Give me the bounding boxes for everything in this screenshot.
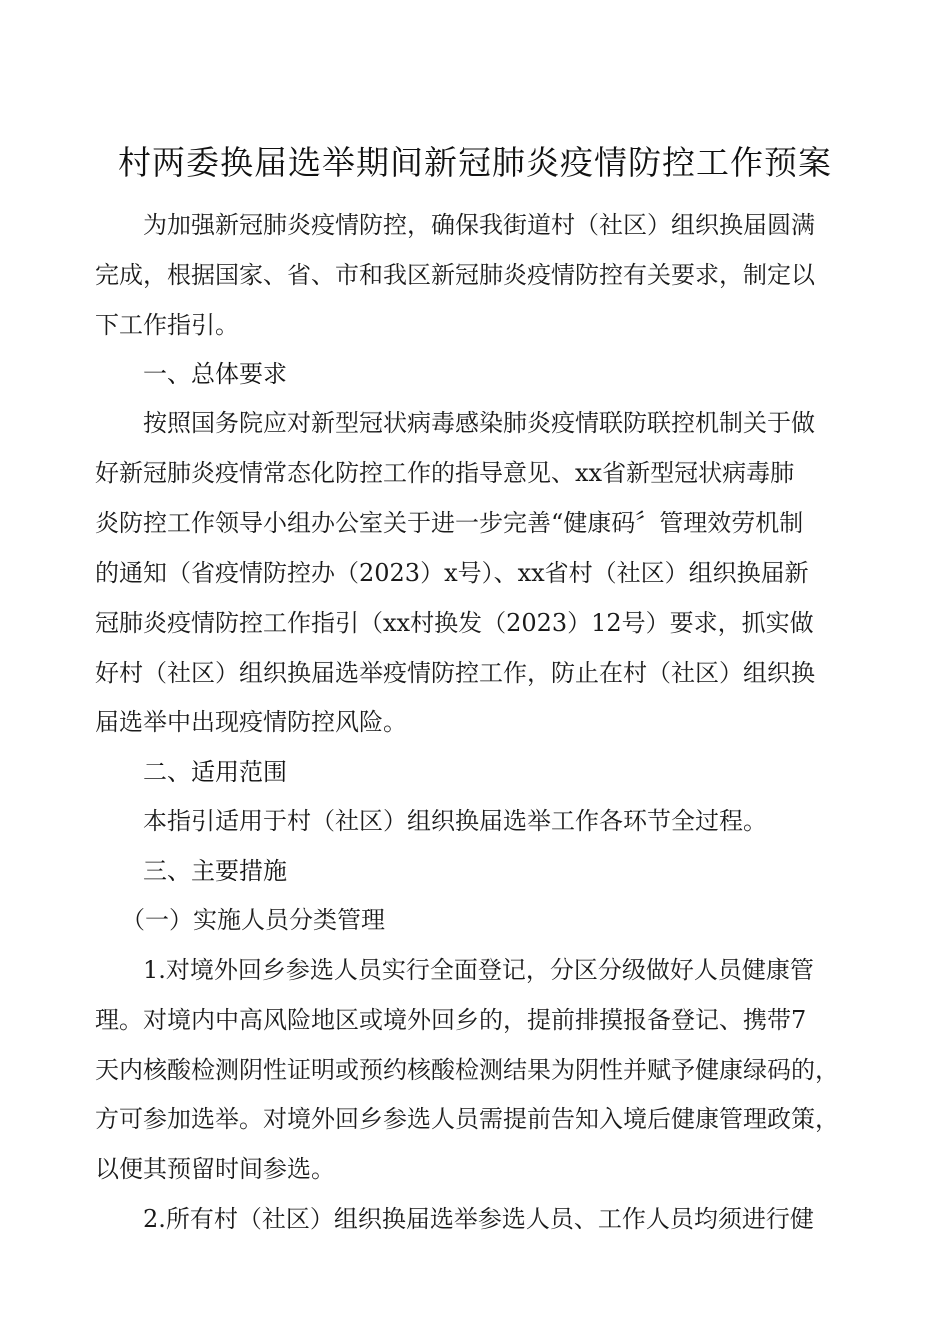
intro-line-1: 为加强新冠肺炎疫情防控，确保我街道村（社区）组织换届圆满 <box>143 211 815 239</box>
item-1-line-3: 天内核酸检测阴性证明或预约核酸检测结果为阴性并赋予健康绿码的， <box>95 1056 839 1084</box>
item-1-line-1: 1.对境外回乡参选人员实行全面登记，分区分级做好人员健康管 <box>143 956 814 984</box>
item-1-line-4: 方可参加选举。对境外回乡参选人员需提前告知入境后健康管理政策， <box>95 1105 839 1133</box>
section-1-line-7: 届选举中出现疫情防控风险。 <box>95 708 407 736</box>
item-1-line-5: 以便其预留时间参选。 <box>95 1155 335 1183</box>
section-2-line-1: 本指引适用于村（社区）组织换届选举工作各环节全过程。 <box>143 807 767 835</box>
section-1-line-2: 好新冠肺炎疫情常态化防控工作的指导意见、xx省新型冠状病毒肺 <box>95 459 795 487</box>
intro-line-3: 下工作指引。 <box>95 311 239 339</box>
item-1-line-2: 理。对境内中高风险地区或境外回乡的，提前排摸报备登记、携带7 <box>95 1006 807 1034</box>
section-1-heading: 一、总体要求 <box>143 360 287 388</box>
item-2-line-1: 2.所有村（社区）组织换届选举参选人员、工作人员均须进行健 <box>143 1205 814 1233</box>
section-1-line-1: 按照国务院应对新型冠状病毒感染肺炎疫情联防联控机制关于做 <box>143 409 815 437</box>
section-2-heading: 二、适用范围 <box>143 758 287 786</box>
section-1-line-6: 好村（社区）组织换届选举疫情防控工作，防止在村（社区）组织换 <box>95 659 815 687</box>
section-3-subheading: （一）实施人员分类管理 <box>121 906 385 934</box>
intro-line-2: 完成，根据国家、省、市和我区新冠肺炎疫情防控有关要求，制定以 <box>95 261 815 289</box>
section-1-line-5: 冠肺炎疫情防控工作指引（xx村换发（2023）12号）要求，抓实做 <box>95 609 814 637</box>
section-1-line-3: 炎防控工作领导小组办公室关于进一步完善“健康码〞管理效劳机制 <box>95 509 804 537</box>
section-1-line-4: 的通知（省疫情防控办（2023）x号）、xx省村（社区）组织换届新 <box>95 559 809 587</box>
section-3-heading: 三、主要措施 <box>143 857 287 885</box>
document-title: 村两委换届选举期间新冠肺炎疫情防控工作预案 <box>118 143 832 182</box>
